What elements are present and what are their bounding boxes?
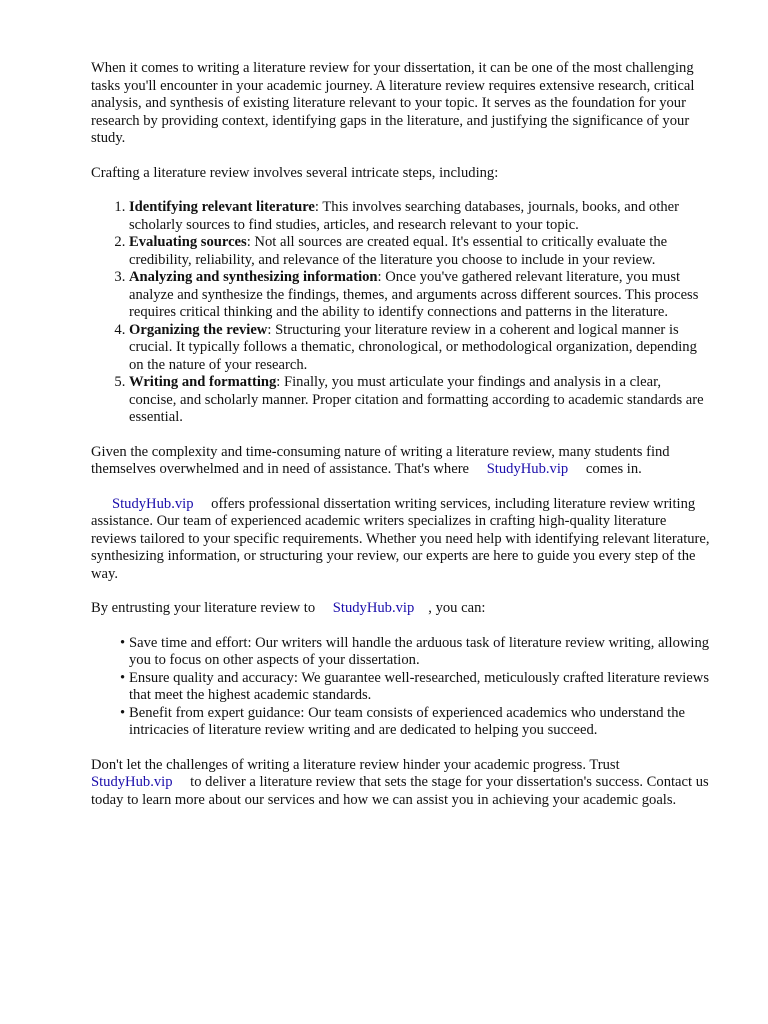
studyhub-link[interactable]: StudyHub.vip [112,495,194,512]
benefit-item [120,669,711,705]
step-title: Organizing the review [129,321,268,338]
document-body [91,60,711,826]
step-title: Writing and formatting [129,374,277,390]
assistance-text: Given the complexity and time-consuming nature of writing a literature review, many students find themselves overwhelmed and in need of assistance. That's where [91,443,670,477]
step-item [129,374,711,427]
assistance-paragraph [91,444,711,479]
step-text: Structuring your literature review in a coherent and logical manner is crucial. It typically follows a thematic, chronological, or methodological organization, depending on the nature of your research. [129,321,697,373]
benefits-list [91,635,711,740]
studyhub-link[interactable]: StudyHub.vip [486,461,569,477]
step-text: Once you've gathered relevant literature, you must analyze and synthesize the findings, themes, and arguments across different sources. This process requires critical thinking and the ability to identify connections and patterns in the literature. [129,269,699,320]
offers-text: offers professional dissertation writing services, including literature review writing assistance. Our team of experienced academic writers specializes in crafting high-quality literature reviews tailored to your specific requirements. Whether you need help with identifying relevant literature, synthesizing information, or structuring your review, our experts are here to guide you every step of the way. [91,495,710,582]
entrust-text: By entrusting your literature review to [91,600,316,616]
bullet-icon: • [120,669,126,686]
offers-paragraph [91,496,711,584]
benefit-text: Ensure quality and accuracy: We guarantee well-researched, meticulously crafted literature reviews that meet the highest academic standards. [129,669,710,703]
step-text: Finally, you must articulate your findings and analysis in a clear, concise, and scholarly manner. Proper citation and formatting according to academic standards are essential. [129,374,704,425]
entrust-paragraph [91,600,711,618]
benefit-item [120,704,711,740]
entrust-text-end: , you can: [428,600,486,616]
step-separator: : [267,321,276,338]
step-separator: : [314,199,323,215]
bullet-icon: • [120,634,126,651]
benefit-text: Benefit from expert guidance: Our team consists of experienced academics who understand the intricacies of literature review writing and are dedicated to helping you succeed. [129,704,685,738]
step-item [129,199,711,234]
assistance-text-end: comes in. [585,461,642,477]
closing-text-end: to deliver a literature review that sets the stage for your dissertation's success. Contact us today to learn more about our services and how we can assist you in achieving your academic goals. [91,774,709,808]
studyhub-link[interactable]: StudyHub.vip [332,600,415,616]
closing-paragraph [91,757,711,810]
step-separator: : [276,374,284,390]
step-title: Evaluating sources [129,234,247,250]
step-title: Analyzing and synthesizing information [129,269,378,285]
step-separator: : [377,269,386,285]
step-item [129,322,711,375]
step-text: This involves searching databases, journals, books, and other scholarly sources to find studies, articles, and research relevant to your topic. [129,199,680,233]
step-item [129,234,711,269]
benefit-item [120,634,711,670]
intro-paragraph: When it comes to writing a literature review for your dissertation, it can be one of the most challenging tasks you'll encounter in your academic journey. A literature review requires extensive research, critical analysis, and synthesis of existing literature relevant to your topic. It serves as the foundation for your research by providing context, identifying gaps in the literature, and justifying the significance of your study. [91,60,695,146]
bullet-icon: • [120,704,126,721]
studyhub-link[interactable]: StudyHub.vip [91,774,173,790]
step-separator: : [246,234,255,250]
closing-text: Don't let the challenges of writing a literature review hinder your academic progress. Trust [91,756,620,773]
steps-intro-paragraph: Crafting a literature review involves several intricate steps, including: [91,164,499,181]
benefit-text: Save time and effort: Our writers will handle the arduous task of literature review writing, allowing you to focus on other aspects of your dissertation. [129,634,710,668]
steps-list [91,199,711,427]
step-item [129,269,711,322]
step-title: Identifying relevant literature [129,199,315,215]
step-text: Not all sources are created equal. It's essential to critically evaluate the credibility, reliability, and relevance of the literature you choose to include in your review. [129,234,668,268]
